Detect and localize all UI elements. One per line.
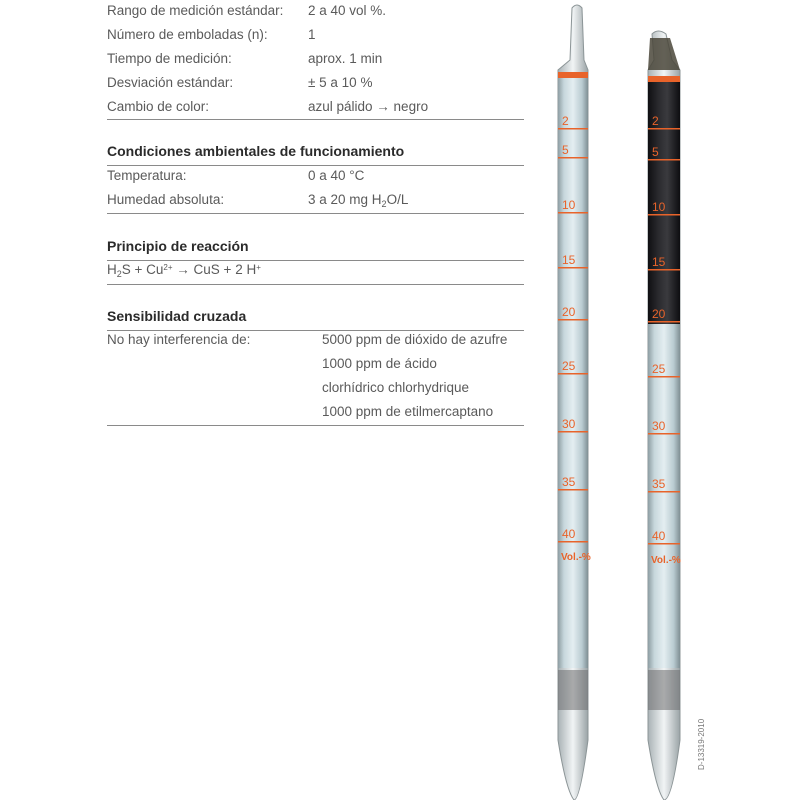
conditions-row-temperature	[107, 164, 524, 188]
scale-mark	[648, 543, 680, 545]
scale-mark	[648, 433, 680, 435]
spec-label: Cambio de color:	[107, 99, 210, 114]
scale-mark	[558, 267, 588, 269]
spec-row-strokes	[107, 23, 524, 47]
divider	[107, 284, 524, 285]
conditions-table	[107, 164, 524, 212]
fresh-tube-unit: Vol.-%	[561, 552, 591, 563]
cross-sensitivity-label: No hay interferencia de:	[107, 332, 251, 347]
scale-label: 30	[652, 419, 666, 433]
interference-item: 1000 ppm de ácido	[322, 356, 437, 371]
interference-item: 5000 ppm de dióxido de azufre	[322, 332, 508, 347]
scale-label: 40	[652, 529, 666, 543]
conditions-row-humidity	[107, 188, 524, 212]
scale-label: 40	[562, 527, 576, 541]
spec-label: Número de emboladas (n):	[107, 27, 268, 42]
scale-mark	[648, 321, 680, 323]
scale-mark	[558, 541, 588, 543]
condition-label: Humedad absoluta:	[107, 192, 225, 207]
reacted-tube-unit: Vol.-%	[651, 555, 681, 566]
spec-label: Desviación estándar:	[107, 75, 234, 90]
scale-label: 2	[562, 114, 569, 128]
spec-value: 2 a 40 vol %.	[308, 3, 387, 18]
scale-label: 5	[562, 143, 569, 157]
cross-sensitivity-heading: Sensibilidad cruzada	[107, 308, 247, 324]
scale-label: 20	[562, 305, 576, 319]
reaction-formula: $H_2S + Cu^{2+}$ → CuS + 2 H+	[107, 262, 261, 279]
divider	[107, 119, 524, 120]
scale-mark	[558, 431, 588, 433]
scale-mark	[558, 373, 588, 375]
scale-mark	[648, 159, 680, 161]
spec-value: ± 5 a 10 %	[308, 75, 373, 90]
scale-label: 25	[562, 359, 576, 373]
spec-row-color-change	[107, 95, 524, 119]
condition-value: 0 a 40 °C	[308, 168, 365, 183]
detector-tubes-photo	[530, 0, 730, 800]
conditions-heading: Condiciones ambientales de funcionamiento	[107, 143, 405, 159]
scale-label: 30	[562, 417, 576, 431]
reaction-heading: Principio de reacción	[107, 238, 249, 254]
interference-item: clorhídrico chlorhydrique	[322, 380, 470, 395]
scale-mark	[648, 376, 680, 378]
scale-label: 10	[652, 200, 666, 214]
scale-label: 15	[562, 253, 576, 267]
spec-label: Rango de medición estándar:	[107, 3, 284, 18]
scale-mark	[558, 212, 588, 214]
scale-label: 15	[652, 255, 666, 269]
scale-label: 2	[652, 114, 659, 128]
divider	[107, 213, 524, 214]
scale-label: 10	[562, 198, 576, 212]
scale-label: 35	[652, 477, 666, 491]
scale-mark	[558, 157, 588, 159]
scale-mark	[648, 491, 680, 493]
spec-value: 1	[308, 27, 316, 42]
scale-label: 5	[652, 145, 659, 159]
scale-mark	[558, 128, 588, 130]
spec-row-time	[107, 47, 524, 71]
scale-label: 25	[652, 362, 666, 376]
spec-value: aprox. 1 min	[308, 51, 383, 66]
spec-row-range	[107, 0, 524, 23]
scale-mark	[558, 319, 588, 321]
scale-mark	[648, 269, 680, 271]
condition-label: Temperatura:	[107, 168, 187, 183]
divider	[107, 330, 524, 331]
scale-mark	[558, 489, 588, 491]
scale-label: 35	[562, 475, 576, 489]
divider	[107, 425, 524, 426]
reacted-tube	[648, 31, 681, 800]
image-code: D-13319-2010	[697, 718, 706, 770]
interference-item: 1000 ppm de etilmercaptano	[322, 404, 494, 419]
condition-value: 3 a 20 mg $H_2O/L$	[308, 192, 409, 209]
scale-mark	[648, 128, 680, 130]
spec-table	[107, 0, 524, 119]
spec-label: Tiempo de medición:	[107, 51, 232, 66]
spec-row-deviation	[107, 71, 524, 95]
spec-value: azul pálido → negro	[308, 99, 429, 114]
divider	[107, 260, 524, 261]
fresh-tube	[558, 5, 591, 800]
scale-label: 20	[652, 307, 666, 321]
scale-mark	[648, 214, 680, 216]
